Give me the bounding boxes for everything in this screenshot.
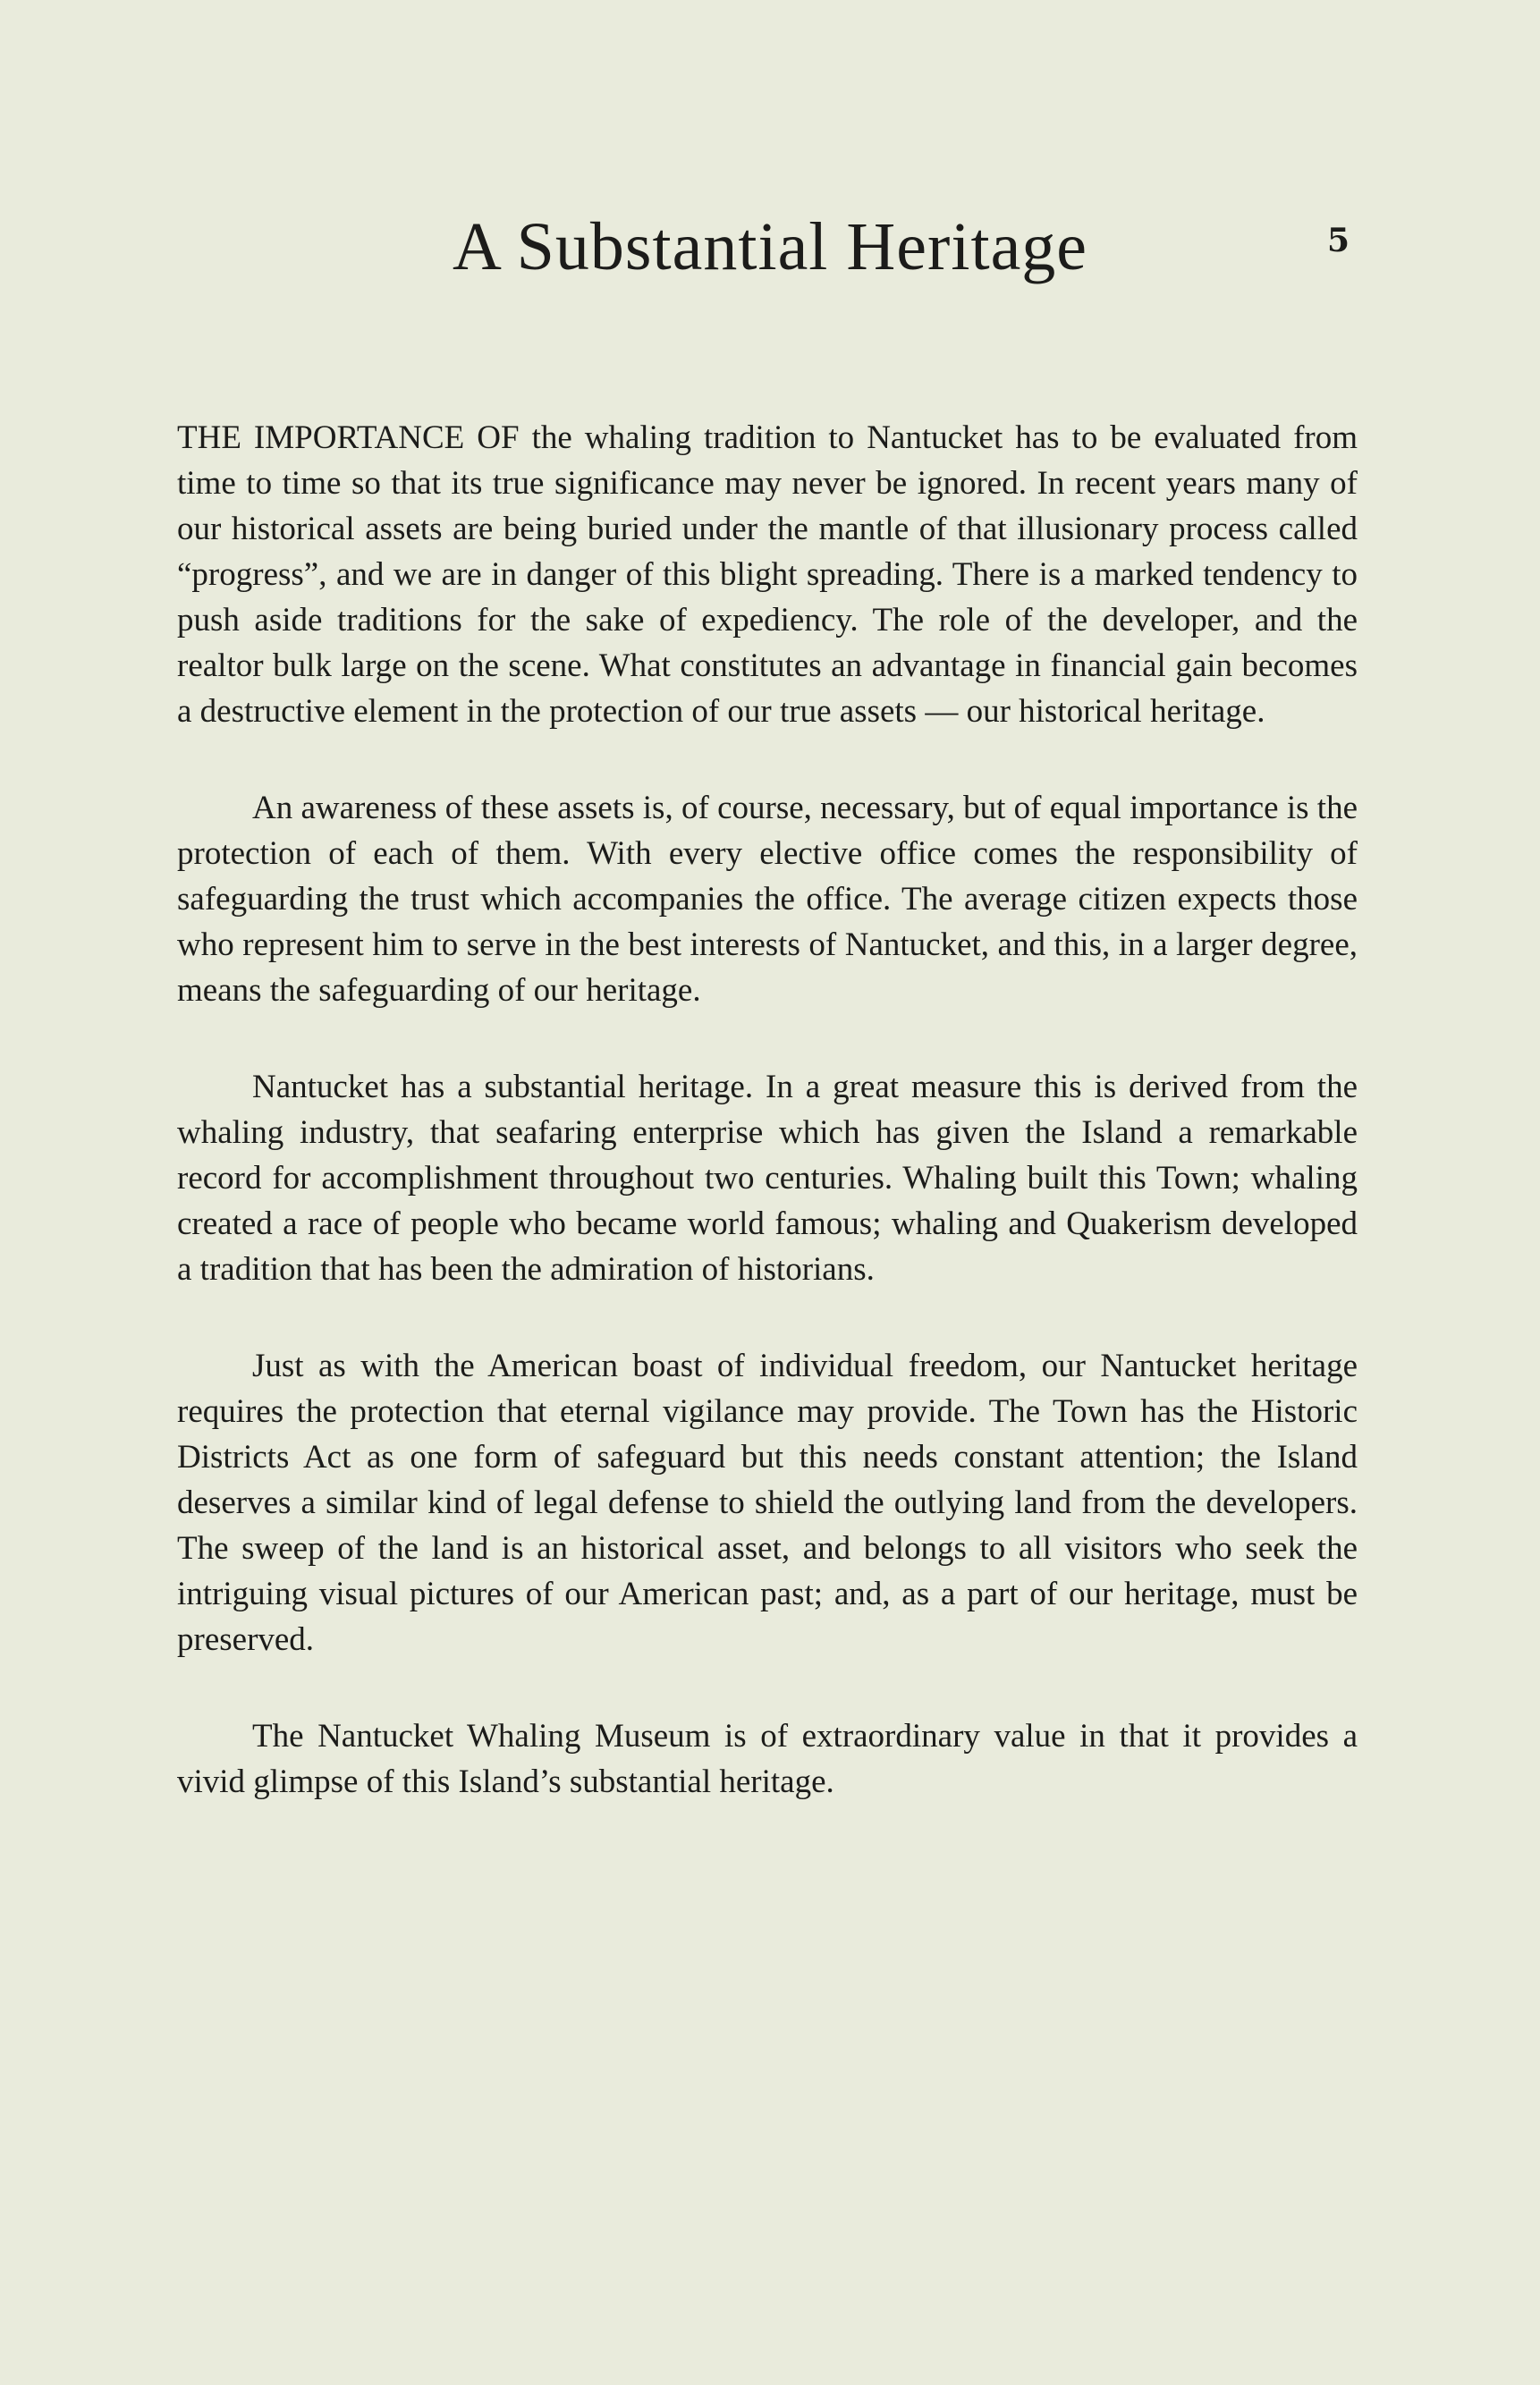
body-text [177,415,1358,1856]
paragraph-1: THE IMPORTANCE OF the whaling tradition to Nantucket has to be evaluated from time to time so that its true significance may never be ignored. In recent years many of our historical assets are being buried under the mantle of that illusionary process called “progress”, and we are in danger of this blight spreading. There is a marked tendency to push aside traditions for the sake of expediency. The role of the developer, and the realtor bulk large on the scene. What constitutes an advantage in financial gain becomes a destructive element in the protection of our true assets — our historical heritage. [177,419,1358,730]
paragraph-3: Nantucket has a substantial heritage. In a great measure this is derived from the whaling industry, that seafaring enterprise which has given the Island a remarkable record for accomplishment throughout two centuries. Whaling built this Town; whaling created a race of people who became world famous; whaling and Quakerism developed a tradition that has been the admiration of historians. [177,1069,1358,1288]
paragraph-5: The Nantucket Whaling Museum is of extraordinary value in that it provides a vivid glimpse of this Island’s substantial heritage. [177,1718,1358,1800]
paragraph-4: Just as with the American boast of individual freedom, our Nantucket heritage requires the protection that eternal vigilance may provide. The Town has the Historic Districts Act as one form of safeguard but this needs constant attention; the Island deserves a similar kind of legal defense to shield the outlying land from the developers. The sweep of the land is an historical asset, and belongs to all visitors who seek the intriguing visual pictures of our American past; and, as a part of our heritage, must be preserved. [177,1348,1358,1658]
paragraph-2: An awareness of these assets is, of course, necessary, but of equal importance is the protection of each of them. With every elective office comes the responsibility of safeguarding the trust which accompanies the office. The average citizen expects those who represent him to serve in the best interests of Nantucket, and this, in a larger degree, means the safeguarding of our heritage. [177,790,1358,1009]
page-number: 5 [1327,222,1350,259]
page-title: A Substantial Heritage [452,209,1088,284]
